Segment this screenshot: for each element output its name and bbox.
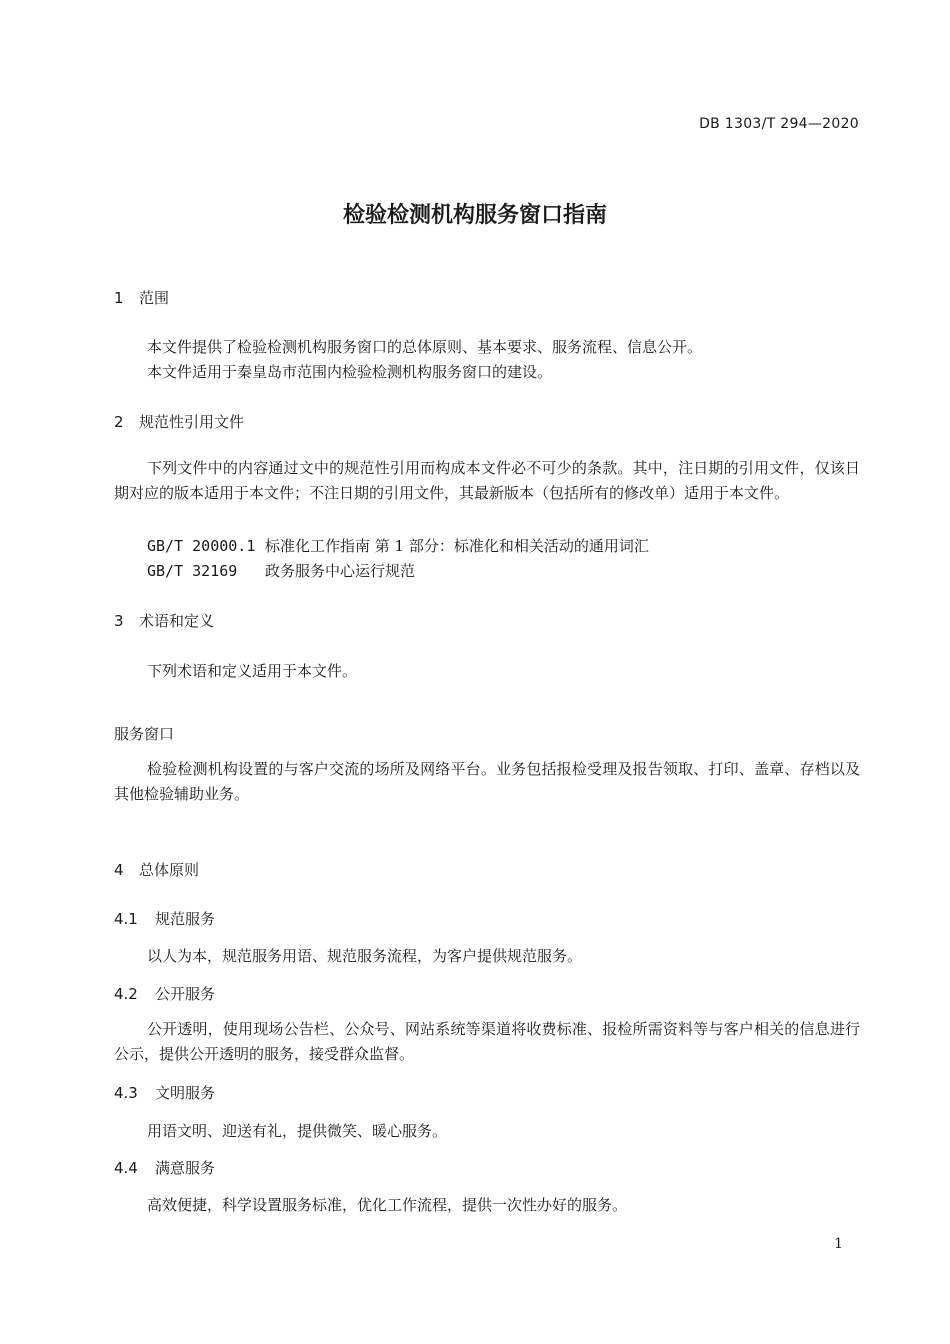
- reference-code: GB/T 32169: [147, 562, 238, 580]
- subsection-4-1-text: 以人为本，规范服务用语、规范服务流程，为客户提供规范服务。: [147, 947, 583, 965]
- section-number: 1: [114, 289, 124, 307]
- subsection-number: 4.4: [114, 1159, 138, 1177]
- term-definition: 检验检测机构设置的与客户交流的场所及网络平台。业务包括报检受理及报告领取、打印、盖章、存档以及其他检验辅助业务。: [114, 760, 860, 803]
- subsection-number: 4.3: [114, 1084, 138, 1102]
- section-number: 3: [114, 612, 124, 630]
- section-3-heading: [114, 610, 214, 631]
- reference-name: 标准化工作指南 第 1 部分：标准化和相关活动的通用词汇: [265, 537, 649, 555]
- reference-code: GB/T 20000.1: [147, 537, 256, 555]
- section-number: 4: [114, 861, 124, 879]
- reference-name: 政务服务中心运行规范: [265, 562, 416, 580]
- subsection-title: 公开服务: [155, 985, 216, 1003]
- page-title: 检验检测机构服务窗口指南: [342, 203, 607, 228]
- subsection-number: 4.2: [114, 985, 138, 1003]
- section-1-paragraph-2: 本文件适用于秦皇岛市范围内检验检测机构服务窗口的建设。: [147, 363, 553, 381]
- section-2-paragraph-1: 下列文件中的内容通过文中的规范性引用而构成本文件必不可少的条款。其中，注日期的引用文件，仅该日期对应的版本适用于本文件；不注日期的引用文件，其最新版本（包括所有的修改单）适用于本文件。: [114, 459, 860, 502]
- section-4-heading: [114, 859, 199, 880]
- section-title: 总体原则: [139, 861, 200, 879]
- section-title: 范围: [139, 289, 170, 307]
- page-number: 1: [834, 1236, 843, 1252]
- section-title: 规范性引用文件: [139, 413, 245, 431]
- term-heading: 服务窗口: [114, 725, 175, 743]
- section-1-paragraph-1: 本文件提供了检验检测机构服务窗口的总体原则、基本要求、服务流程、信息公开。: [147, 338, 703, 356]
- section-title: 术语和定义: [139, 612, 215, 630]
- subsection-4-2-heading: [114, 983, 215, 1004]
- subsection-4-3-heading: [114, 1082, 215, 1103]
- section-1-heading: [114, 287, 169, 308]
- subsection-title: 规范服务: [155, 910, 216, 928]
- subsection-4-4-heading: [114, 1157, 215, 1178]
- subsection-4-4-text: 高效便捷，科学设置服务标准，优化工作流程，提供一次性办好的服务。: [147, 1196, 628, 1214]
- subsection-title: 满意服务: [155, 1159, 216, 1177]
- subsection-4-1-heading: [114, 908, 215, 929]
- section-number: 2: [114, 413, 124, 431]
- section-2-heading: [114, 411, 244, 432]
- section-3-paragraph-1: 下列术语和定义适用于本文件。: [147, 662, 358, 680]
- reference-item: [147, 535, 649, 556]
- subsection-4-3-text: 用语文明、迎送有礼，提供微笑、暖心服务。: [147, 1122, 448, 1140]
- document-code: DB 1303/T 294—2020: [699, 116, 859, 132]
- subsection-title: 文明服务: [155, 1084, 216, 1102]
- subsection-4-2-text: 公开透明，使用现场公告栏、公众号、网站系统等渠道将收费标准、报检所需资料等与客户相关的信息进行公示，提供公开透明的服务，接受群众监督。: [114, 1020, 860, 1063]
- subsection-number: 4.1: [114, 910, 138, 928]
- reference-item: [147, 560, 415, 581]
